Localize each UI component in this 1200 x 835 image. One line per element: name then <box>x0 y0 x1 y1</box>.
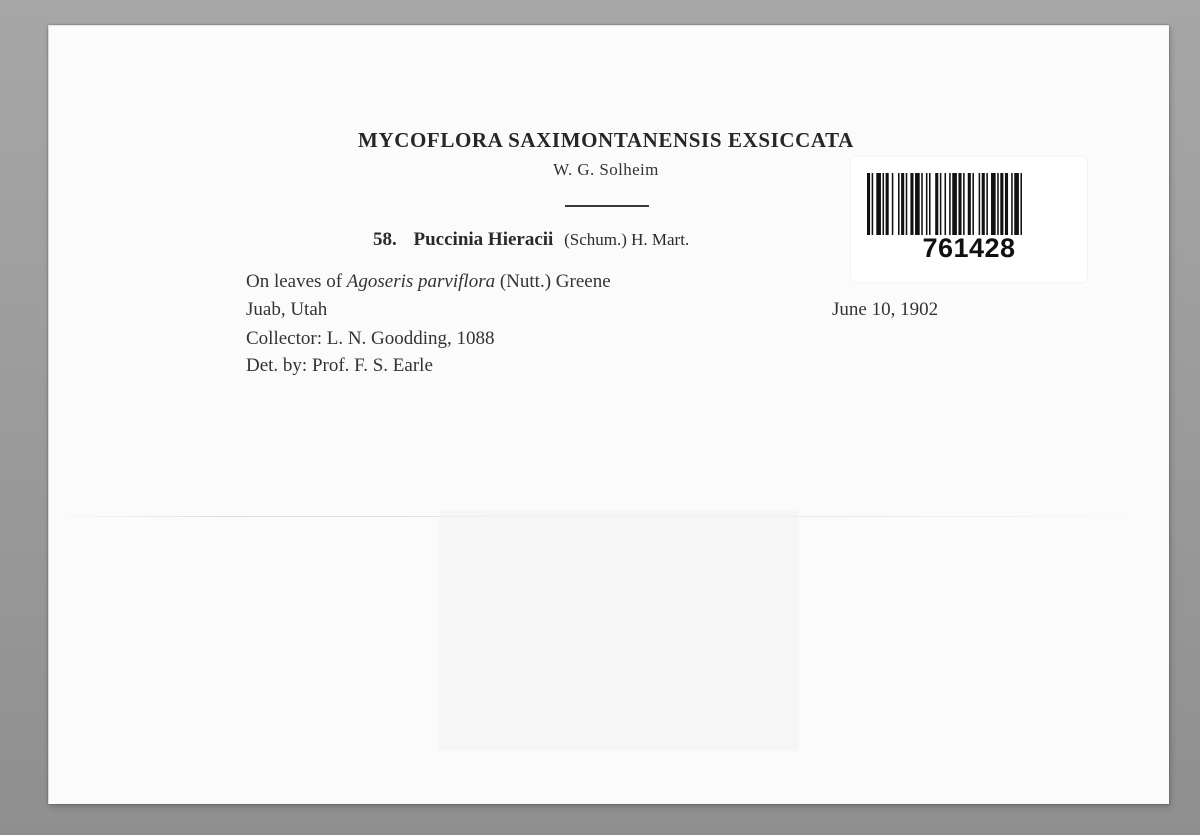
title-divider <box>565 205 649 207</box>
barcode-bar <box>1011 173 1013 235</box>
barcode-bar <box>940 173 942 235</box>
collection-date: June 10, 1902 <box>832 299 939 320</box>
barcode-bar <box>1020 173 1022 235</box>
barcode-bar <box>958 173 961 235</box>
barcode-bar <box>910 173 913 235</box>
barcode-bar <box>915 173 920 235</box>
barcode-bar <box>972 173 974 235</box>
barcode-bar <box>997 173 999 235</box>
barcode-bar <box>1014 173 1019 235</box>
species-authority: (Schum.) H. Mart. <box>564 230 690 249</box>
barcode-bar <box>979 173 981 235</box>
barcode-bar <box>1005 173 1008 235</box>
barcode-bar <box>968 173 971 235</box>
barcode-bar <box>876 173 881 235</box>
series-editor: W. G. Solheim <box>553 160 659 179</box>
barcode-bar <box>949 173 951 235</box>
barcode-bar <box>991 173 996 235</box>
barcode-bar <box>906 173 908 235</box>
barcode-bar <box>883 173 885 235</box>
series-title: MYCOFLORA SAXIMONTANENSIS EXSICCATA <box>358 128 854 152</box>
barcode-bar <box>901 173 904 235</box>
barcode-bar <box>986 173 988 235</box>
barcode-number: 761428 <box>922 233 1016 263</box>
collector: Collector: L. N. Goodding, 1088 <box>246 328 495 349</box>
barcode-bar <box>1000 173 1003 235</box>
locality: Juab, Utah <box>246 299 328 320</box>
barcode-bar <box>926 173 928 235</box>
barcode-bar <box>867 173 870 235</box>
species-line <box>373 229 689 251</box>
host-line <box>246 271 611 293</box>
host-prefix: On leaves of <box>246 271 343 292</box>
barcode-bar <box>982 173 985 235</box>
barcode-bar <box>892 173 894 235</box>
barcode-bar <box>963 173 965 235</box>
barcode-bar <box>935 173 938 235</box>
barcode-bar <box>952 173 957 235</box>
host-authority: (Nutt.) Greene <box>499 271 611 292</box>
determiner: Det. by: Prof. F. S. Earle <box>246 355 433 376</box>
species-name: Puccinia Hieracii <box>413 229 554 250</box>
barcode-bar <box>921 173 923 235</box>
barcode-bar <box>886 173 889 235</box>
barcode-bar <box>872 173 874 235</box>
barcode-bar <box>945 173 947 235</box>
barcode-label <box>851 157 1087 282</box>
barcode-graphic <box>867 173 1071 235</box>
barcode-bar <box>929 173 931 235</box>
host-name: Agoseris parviflora <box>346 271 496 292</box>
barcode-bar <box>898 173 900 235</box>
packet-inner-flap <box>439 511 799 751</box>
exsiccata-number: 58. <box>373 229 397 250</box>
